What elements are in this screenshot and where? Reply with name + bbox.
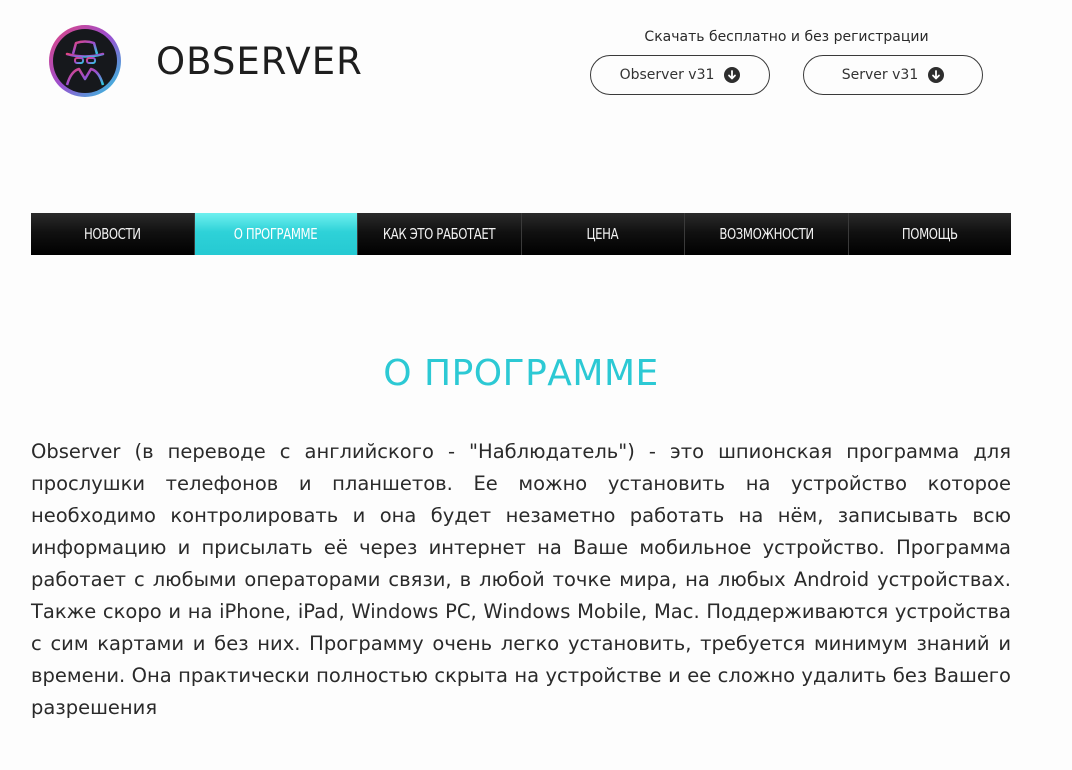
nav-item-features[interactable]: [685, 213, 849, 255]
download-observer-label: Observer v31: [619, 67, 715, 83]
nav-item-help[interactable]: [849, 213, 1012, 255]
nav-item-news[interactable]: [31, 213, 195, 255]
logo[interactable]: [49, 25, 121, 97]
brand-name[interactable]: OBSERVER: [156, 40, 363, 83]
download-icon: [928, 67, 944, 83]
nav-item-label: ВОЗМОЖНОСТИ: [719, 225, 814, 243]
nav-item-label: КАК ЭТО РАБОТАЕТ: [383, 225, 496, 243]
nav-item-label: О ПРОГРАММЕ: [234, 225, 318, 243]
download-observer-button[interactable]: [590, 55, 770, 95]
nav-item-label: НОВОСТИ: [83, 225, 141, 243]
nav-item-label: ЦЕНА: [586, 225, 619, 243]
page-title: О ПРОГРАММЕ: [383, 353, 659, 394]
nav-item-about[interactable]: [195, 213, 359, 255]
main-nav: [31, 213, 1011, 255]
spy-icon: [53, 29, 117, 93]
download-server-label: Server v31: [841, 67, 919, 83]
download-server-button[interactable]: [803, 55, 983, 95]
download-caption: Скачать бесплатно и без регистрации: [644, 29, 929, 45]
nav-item-how-it-works[interactable]: [358, 213, 522, 255]
nav-item-price[interactable]: [522, 213, 686, 255]
nav-item-label: ПОМОЩЬ: [901, 225, 958, 243]
about-text: Observer (в переводе с английского - "Наблюдатель") - это шпионская программа для прослушки телефонов и планшетов. Ее можно установить на устройство которое необходимо контролировать и она будет незаметно работать на нём, записывать всю информацию и присылать её через интернет на Ваше мобильное устройство. Программа работает с любыми операторами связи, в любой точке мира, на любых Android устройствах. Также скоро и на iPhone, iPad, Windows PC, Windows Mobile, Mac. Поддерживаются устройства с сим картами и без них. Программу очень легко установить, требуется минимум знаний и времени. Она практически полностью скрыта на устройстве и ее сложно удалить без Вашего разрешения: [31, 440, 1011, 719]
download-icon: [724, 67, 740, 83]
